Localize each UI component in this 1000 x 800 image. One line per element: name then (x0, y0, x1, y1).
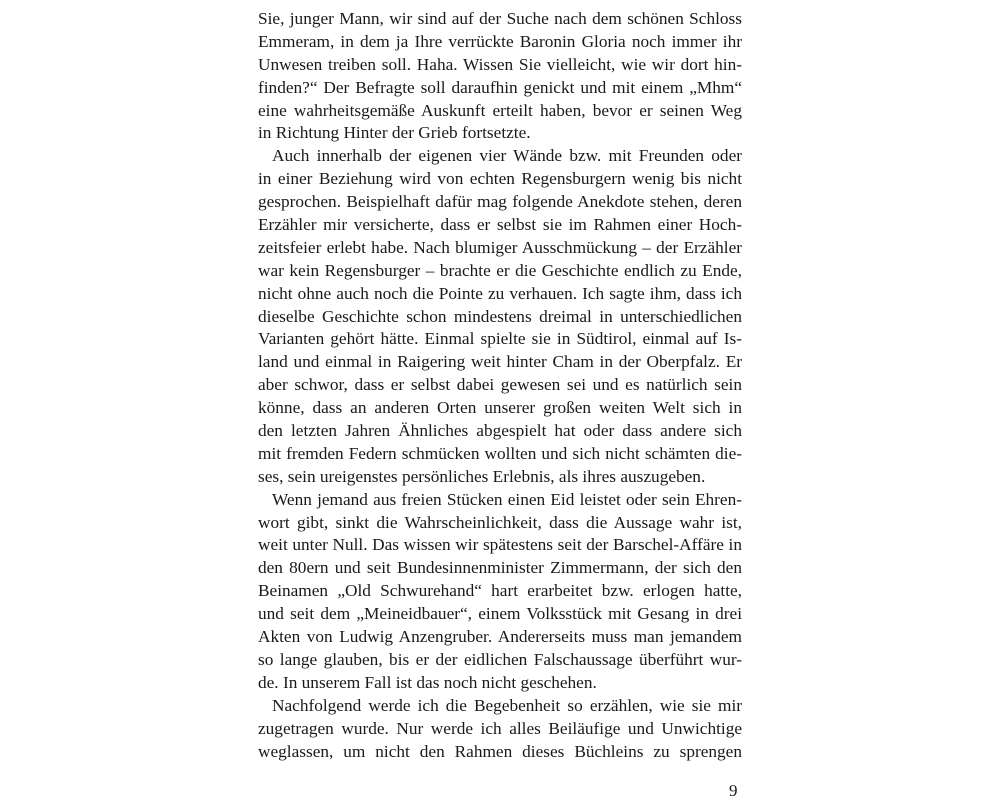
text-line: wort gibt, sinkt die Wahrscheinlichkeit, dass die Aussage wahr ist, (258, 512, 742, 532)
text-line: zugetragen wurde. Nur werde ich alles Beiläufige und Unwichtige (258, 718, 742, 738)
text-line: gesprochen. Beispielhaft dafür mag folgende Anekdote stehen, deren (258, 192, 742, 212)
text-line: den letzten Jahren Ähnliches abgespielt hat oder dass andere sich (258, 421, 742, 441)
text-line: Auch innerhalb der eigenen vier Wände bzw. mit Freunden oder (272, 146, 742, 166)
text-line: Varianten gehört hätte. Einmal spielte sie in Südtirol, einmal auf Is- (258, 329, 742, 349)
text-line: Unwesen treiben soll. Haha. Wissen Sie vielleicht, wie wir dort hin- (258, 54, 742, 74)
paragraph-4 (258, 695, 742, 764)
text-line: Erzähler mir versicherte, dass er selbst sie im Rahmen einer Hoch- (258, 215, 742, 235)
text-line: aber schwor, dass er selbst dabei gewesen sei und es natürlich sein (258, 375, 742, 395)
page-number: 9 (729, 781, 738, 800)
text-line: dieselbe Geschichte schon mindestens dreimal in unterschiedlichen (258, 306, 742, 326)
paragraph-1 (258, 8, 742, 145)
text-line: Nachfolgend werde ich die Begebenheit so erzählen, wie sie mir (272, 695, 742, 715)
text-line: finden?“ Der Befragte soll daraufhin genickt und mit einem „Mhm“ (258, 77, 742, 97)
text-line: weglassen, um nicht den Rahmen dieses Büchleins zu sprengen (258, 741, 742, 761)
text-line: könne, dass an anderen Orten unserer großen weiten Welt sich in (258, 398, 742, 418)
text-line: de. In unserem Fall ist das noch nicht geschehen. (258, 672, 597, 692)
text-line: so lange glauben, bis er der eidlichen Falschaussage überführt wur- (258, 649, 742, 669)
text-line: Wenn jemand aus freien Stücken einen Eid leistet oder sein Ehren- (272, 489, 742, 509)
text-line: Beinamen „Old Schwurehand“ hart erarbeitet bzw. erlogen hatte, (258, 581, 742, 601)
text-line: Sie, junger Mann, wir sind auf der Suche nach dem schönen Schloss (258, 9, 742, 28)
body-text (258, 8, 742, 763)
text-line: war kein Regensburger – brachte er die Geschichte endlich zu Ende, (258, 260, 742, 280)
text-line: in Richtung Hinter der Grieb fortsetzte. (258, 123, 531, 143)
text-line: den 80ern und seit Bundesinnenminister Zimmermann, der sich den (258, 558, 742, 578)
text-line: weit unter Null. Das wissen wir spätestens seit der Barschel-Affäre in (258, 535, 742, 555)
text-line: Emmeram, in dem ja Ihre verrückte Baronin Gloria noch immer ihr (258, 31, 742, 51)
text-line: land und einmal in Raigering weit hinter Cham in der Oberpfalz. Er (258, 352, 742, 372)
text-line: eine wahrheitsgemäße Auskunft erteilt haben, bevor er seinen Weg (258, 100, 742, 120)
text-line: in einer Beziehung wird von echten Regensburgern wenig bis nicht (258, 169, 742, 189)
text-line: ses, sein ureigenstes persönliches Erlebnis, als ihres auszugeben. (258, 466, 706, 486)
text-line: und seit dem „Meineidbauer“, einem Volksstück mit Gesang in drei (258, 604, 742, 624)
text-line: mit fremden Federn schmücken wollten und sich nicht schämten die- (258, 443, 742, 463)
text-line: nicht ohne auch noch die Pointe zu verhauen. Ich sagte ihm, dass ich (258, 283, 742, 303)
paragraph-3 (258, 489, 742, 695)
paragraph-2 (258, 145, 742, 488)
text-line: Akten von Ludwig Anzengruber. Andererseits muss man jemandem (258, 627, 742, 647)
text-line: zeitsfeier erlebt habe. Nach blumiger Ausschmückung – der Erzähler (258, 237, 742, 257)
